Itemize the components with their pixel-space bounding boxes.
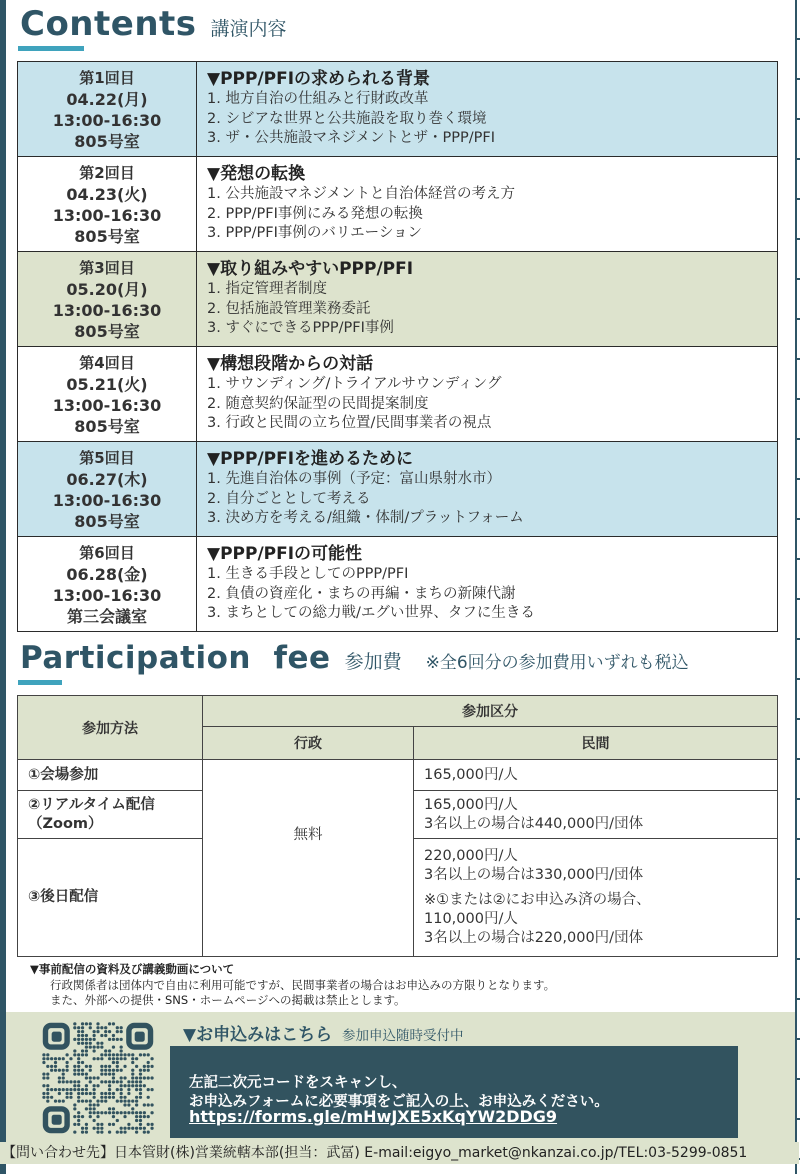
fee-method: ①会場参加	[18, 760, 203, 791]
notice-line: また、外部への提供・SNS・ホームページへの掲載は禁止とします。	[50, 993, 406, 1007]
fee-private-line: 165,000円/人	[424, 796, 518, 813]
session-number: 第4回目	[79, 354, 135, 372]
topic-item: 1. 先進自治体の事例（予定：富山県射水市）	[207, 471, 501, 487]
session-row	[18, 157, 778, 252]
topic-item: 3. 決め方を考える/組織・体制/プラットフォーム	[207, 510, 524, 526]
topic-item: 3. ザ・公共施設マネジメントとザ・PPP/PFI	[207, 130, 495, 146]
topic-item: 1. サウンディング/トライアルサウンディング	[207, 376, 502, 392]
fee-tax-note: ※全6回分の参加費用いずれも税込	[425, 653, 689, 673]
session-number: 第1回目	[79, 69, 135, 87]
session-topic	[197, 157, 778, 252]
fee-title-en: Participation fee	[20, 640, 331, 676]
session-schedule	[18, 157, 197, 252]
apply-line-2: お申込みフォームに必要事項をご記入の上、お申込みください。	[189, 1094, 609, 1110]
fee-gov-value: 無料	[203, 760, 414, 957]
header-method: 参加方法	[18, 696, 203, 760]
fee-table	[17, 695, 778, 957]
contents-title-jp: 講演内容	[210, 18, 287, 40]
session-time: 13:00-16:30	[52, 586, 162, 605]
session-room: 805号室	[74, 417, 140, 436]
session-schedule	[18, 347, 197, 442]
fee-private-line: 3名以上の場合は440,000円/団体	[424, 815, 644, 832]
notice-line: 行政関係者は団体内で自由に利用可能ですが、民間事業者の場合はお申込みの方限りとなります。	[50, 977, 556, 992]
topic-item: 1. 指定管理者制度	[207, 281, 327, 297]
fee-private-line: 3名以上の場合は330,000円/団体	[424, 867, 644, 883]
session-row	[18, 62, 778, 157]
contents-title-en: Contents	[20, 4, 197, 44]
topic-title: ▼発想の転換	[207, 164, 306, 184]
header-private: 民間	[414, 727, 778, 760]
notice-heading: ▼事前配信の資料及び講義動画について	[30, 962, 235, 976]
fee-method-line: ②リアルタイム配信	[28, 796, 155, 813]
fee-private	[414, 839, 778, 957]
contents-table	[17, 61, 778, 632]
fee-private-line: ※①または②にお申込み済の場合、	[424, 892, 651, 908]
session-number: 第6回目	[79, 544, 135, 562]
session-number: 第3回目	[79, 259, 135, 277]
session-time: 13:00-16:30	[52, 491, 162, 510]
session-date: 05.21(火)	[66, 375, 148, 394]
topic-item: 1. 生きる手段としてのPPP/PFI	[207, 566, 409, 582]
session-date: 04.22(月)	[66, 90, 148, 109]
apply-subtitle: 参加申込随時受付中	[342, 1028, 464, 1044]
fee-method: ③後日配信	[18, 839, 203, 957]
topic-item: 1. 地方自治の仕組みと行財政改革	[207, 91, 429, 107]
fee-title-jp: 参加費	[344, 651, 402, 673]
session-topic	[197, 252, 778, 347]
session-number: 第5回目	[79, 449, 135, 467]
topic-item: 2. PPP/PFI事例にみる発想の転換	[207, 205, 423, 222]
session-topic	[197, 62, 778, 157]
session-row	[18, 347, 778, 442]
topic-title: ▼PPP/PFIを進めるために	[207, 449, 414, 469]
topic-title: ▼PPP/PFIの求められる背景	[207, 69, 431, 89]
session-row	[18, 252, 778, 347]
session-room: 805号室	[74, 512, 140, 531]
fee-row	[18, 760, 778, 791]
session-row	[18, 537, 778, 632]
header-gov: 行政	[203, 727, 414, 760]
qr-code-icon[interactable]	[40, 1022, 156, 1134]
topic-title: ▼PPP/PFIの可能性	[207, 544, 363, 564]
session-row	[18, 442, 778, 537]
session-time: 13:00-16:30	[52, 301, 162, 320]
fee-private-line: 220,000円/人	[424, 848, 518, 864]
header-category: 参加区分	[203, 696, 778, 727]
apply-form-link[interactable]: https://forms.gle/mHwJXE5xKqYW2DDG9	[189, 1107, 558, 1126]
fee-private-line: 165,000円/人	[424, 766, 518, 783]
topic-item: 2. 自分ごととして考える	[207, 490, 371, 507]
topic-item: 2. 随意契約保証型の民間提案制度	[207, 395, 429, 412]
session-room: 805号室	[74, 227, 140, 246]
session-room: 第三会議室	[66, 607, 147, 626]
session-schedule	[18, 252, 197, 347]
session-date: 06.27(木)	[66, 470, 148, 489]
topic-item: 3. PPP/PFI事例のバリエーション	[207, 225, 423, 241]
session-time: 13:00-16:30	[52, 396, 162, 415]
fee-heading	[20, 640, 689, 676]
fee-private-line: 110,000円/人	[424, 911, 518, 927]
contact-info: 【問い合わせ先】日本管財(株)営業統轄本部(担当：武冨) E-mail:eigyo_market@nkanzai.co.jp/TEL:03-5299-0851	[0, 1142, 799, 1164]
topic-item: 2. 負債の資産化・まちの再編・まちの新陳代謝	[207, 585, 516, 602]
left-frame-border	[0, 0, 6, 1174]
session-number: 第2回目	[79, 164, 135, 182]
fee-method	[18, 791, 203, 839]
session-date: 05.20(月)	[66, 280, 148, 299]
session-topic	[197, 537, 778, 632]
session-room: 805号室	[74, 132, 140, 151]
session-date: 04.23(火)	[66, 185, 148, 204]
session-time: 13:00-16:30	[52, 206, 162, 225]
session-schedule	[18, 62, 197, 157]
session-topic	[197, 442, 778, 537]
fee-method-line: （Zoom）	[28, 815, 103, 832]
contents-underline	[18, 46, 84, 51]
topic-item: 2. 包括施設管理業務委託	[207, 300, 371, 317]
topic-item: 3. すぐにできるPPP/PFI事例	[207, 320, 394, 336]
session-time: 13:00-16:30	[52, 111, 162, 130]
session-topic	[197, 347, 778, 442]
contents-heading	[20, 4, 287, 44]
session-date: 06.28(金)	[66, 565, 148, 584]
topic-item: 3. 行政と民間の立ち位置/民間事業者の視点	[207, 415, 492, 431]
topic-item: 3. まちとしての総力戦/エグい世界、タフに生きる	[207, 605, 535, 621]
fee-underline	[18, 680, 62, 685]
topic-item: 2. シビアな世界と公共施設を取り巻く環境	[207, 110, 487, 127]
apply-instructions-box	[170, 1046, 738, 1138]
topic-title: ▼構想段階からの対話	[207, 354, 374, 374]
topic-item: 1. 公共施設マネジメントと自治体経営の考え方	[207, 186, 516, 202]
session-room: 805号室	[74, 322, 140, 341]
fee-private	[414, 760, 778, 791]
session-schedule	[18, 537, 197, 632]
apply-line-1: 左記二次元コードをスキャンし、	[189, 1075, 407, 1091]
session-schedule	[18, 442, 197, 537]
topic-title: ▼取り組みやすいPPP/PFI	[207, 259, 414, 279]
materials-notice	[30, 962, 555, 1009]
apply-title: ▼お申込みはこちら	[183, 1025, 333, 1045]
fee-private	[414, 791, 778, 839]
fee-private-line: 3名以上の場合は220,000円/団体	[424, 930, 644, 946]
